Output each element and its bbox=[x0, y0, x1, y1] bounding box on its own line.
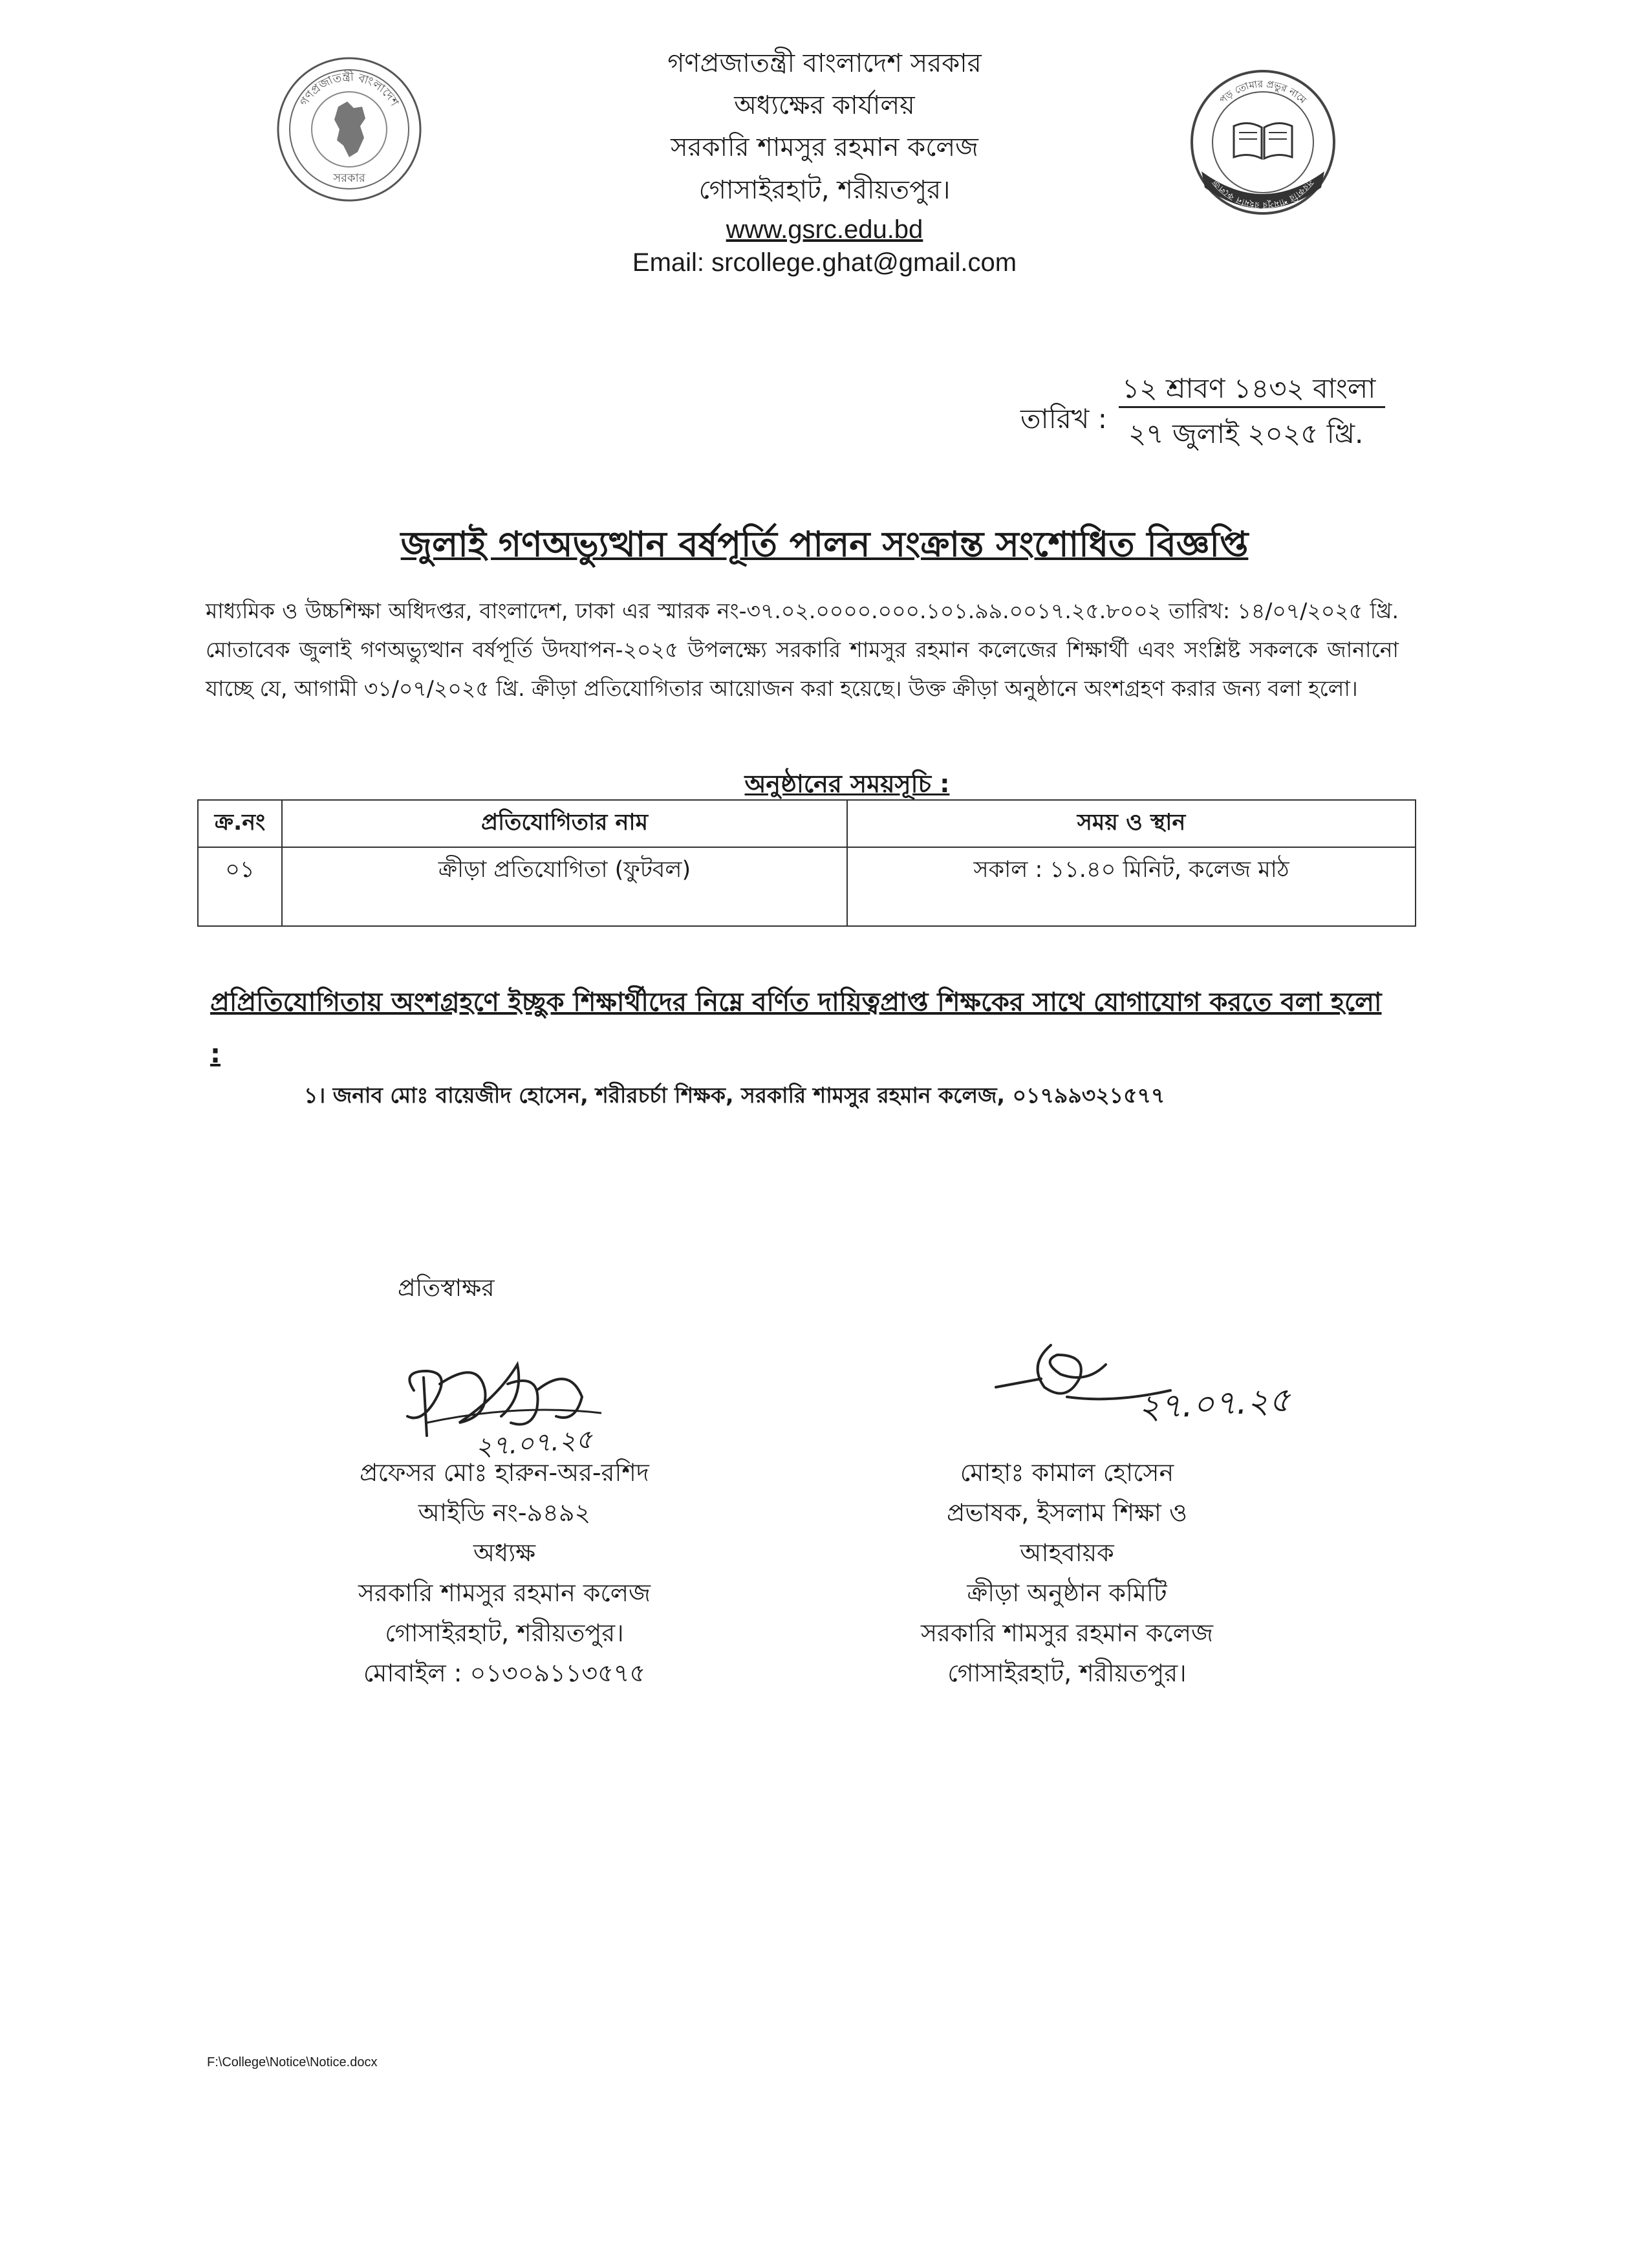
table-cell-event: ক্রীড়া প্রতিযোগিতা (ফুটবল) bbox=[282, 847, 847, 926]
principal-institution: সরকারি শামসুর রহমান কলেজ bbox=[358, 1579, 651, 1607]
table-cell-time-place: সকাল : ১১.৪০ মিনিট, কলেজ মাঠ bbox=[847, 847, 1416, 926]
convener-address: গোসাইরহাট, শরীয়তপুর। bbox=[947, 1659, 1187, 1687]
government-seal-text: গণপ্রজাতন্ত্রী বাংলাদেশ bbox=[297, 70, 402, 109]
convener-committee: ক্রীড়া অনুষ্ঠান কমিটি bbox=[967, 1579, 1167, 1607]
date-bangla: ১২ শ্রাবণ ১৪৩২ বাংলা bbox=[1122, 373, 1376, 404]
table-header-time-place: সময় ও স্থান bbox=[847, 800, 1416, 847]
government-name: গণপ্রজাতন্ত্রী বাংলাদেশ সরকার bbox=[667, 49, 982, 78]
college-website-link[interactable]: www.gsrc.edu.bd bbox=[726, 215, 923, 244]
college-logo-motto: পড় তোমার প্রভুর নামে bbox=[1217, 78, 1309, 106]
table-header-event: প্রতিযোগিতার নাম bbox=[282, 800, 847, 847]
countersign-label: প্রতিস্বাক্ষর bbox=[398, 1274, 495, 1302]
convener-role: আহবায়ক bbox=[1020, 1539, 1114, 1567]
college-email: Email: srcollege.ghat@gmail.com bbox=[632, 248, 1017, 277]
file-path: F:\College\Notice\Notice.docx bbox=[207, 2055, 378, 2069]
government-seal-bottom-text: সরকার bbox=[333, 171, 365, 185]
table-row bbox=[198, 847, 1416, 926]
teacher-contact: ১। জনাব মোঃ বায়েজীদ হোসেন, শরীরচর্চা শিক্ষক, সরকারি শামসুর রহমান কলেজ, ০১৭৯৯৩২১৫৭৭ bbox=[304, 1083, 1165, 1108]
college-address: গোসাইরহাট, শরীয়তপুর। bbox=[698, 175, 951, 205]
contact-instruction: প্রপ্রিতিযোগিতায় অংশগ্রহণে ইচ্ছুক শিক্ষার্থীদের নিম্নে বর্ণিত দায়িত্বপ্রাপ্ত শিক্ষকের সাথে যোগাযোগ করতে বলা হলো : bbox=[210, 988, 1382, 1069]
table-cell-serial: ০১ bbox=[198, 847, 282, 926]
date-divider bbox=[1119, 406, 1385, 408]
principal-signatory-block bbox=[323, 1453, 685, 1693]
college-logo bbox=[1189, 68, 1337, 217]
schedule-table bbox=[197, 799, 1416, 927]
table-header-row bbox=[198, 800, 1416, 847]
open-book-icon bbox=[1234, 123, 1292, 158]
principal-designation: অধ্যক্ষ bbox=[473, 1539, 535, 1567]
convener-signature-date: ২৭.০৭.২৫ bbox=[1137, 1380, 1292, 1428]
principal-mobile: মোবাইল : ০১৩০৯১১৩৫৭৫ bbox=[363, 1659, 646, 1687]
convener-designation: প্রভাষক, ইসলাম শিক্ষা ও bbox=[947, 1498, 1187, 1527]
schedule-title: অনুষ্ঠানের সময়সূচি : bbox=[744, 770, 950, 798]
office-name: অধ্যক্ষের কার্যালয় bbox=[734, 91, 915, 120]
principal-name: প্রফেসর মোঃ হারুন-অর-রশিদ bbox=[360, 1458, 649, 1487]
date-gregorian: ২৭ জুলাই ২০২৫ খ্রি. bbox=[1128, 418, 1364, 449]
principal-id: আইডি নং-৯৪৯২ bbox=[418, 1498, 591, 1527]
college-name: সরকারি শামসুর রহমান কলেজ bbox=[671, 133, 978, 162]
convener-institution: সরকারি শামসুর রহমান কলেজ bbox=[920, 1619, 1214, 1647]
convener-name: মোহাঃ কামাল হোসেন bbox=[960, 1458, 1174, 1487]
college-logo-name: সরকারি শামসুর রহমান কলেজ bbox=[1210, 177, 1316, 211]
principal-signature-date: ২৭.০৭.২৫ bbox=[474, 1424, 594, 1463]
principal-address: গোসাইরহাট, শরীয়তপুর। bbox=[385, 1619, 624, 1647]
table-header-serial: ক্র.নং bbox=[198, 800, 282, 847]
date-label: তারিখ : bbox=[1020, 403, 1107, 435]
government-seal bbox=[275, 55, 424, 204]
convener-signatory-block bbox=[860, 1453, 1274, 1693]
notice-body: মাধ্যমিক ও উচ্চশিক্ষা অধিদপ্তর, বাংলাদেশ, ঢাকা এর স্মারক নং-৩৭.০২.০০০০.০০০.১০১.৯৯.০০১৭.২৫.৮০০২ তারিখ: ১৪/০৭/২০২৫ খ্রি. মোতাবেক জুলাই গণঅভ্যুত্থান বর্ষপূর্তি উদযাপন-২০২৫ উপলক্ষ্যে সরকারি শামসুর রহমান কলেজের শিক্ষার্থী এবং সংশ্লিষ্ট সকলকে জানানো যাচ্ছে যে, আগামী ৩১/০৭/২০২৫ খ্রি. ক্রীড়া প্রতিযোগিতার আয়োজন করা হয়েছে। উক্ত ক্রীড়া অনুষ্ঠানে অংশগ্রহণ করার জন্য বলা হলো। bbox=[206, 598, 1399, 701]
notice-title: জুলাই গণঅভ্যুত্থান বর্ষপূর্তি পালন সংক্রান্ত সংশোধিত বিজ্ঞপ্তি bbox=[400, 524, 1249, 565]
